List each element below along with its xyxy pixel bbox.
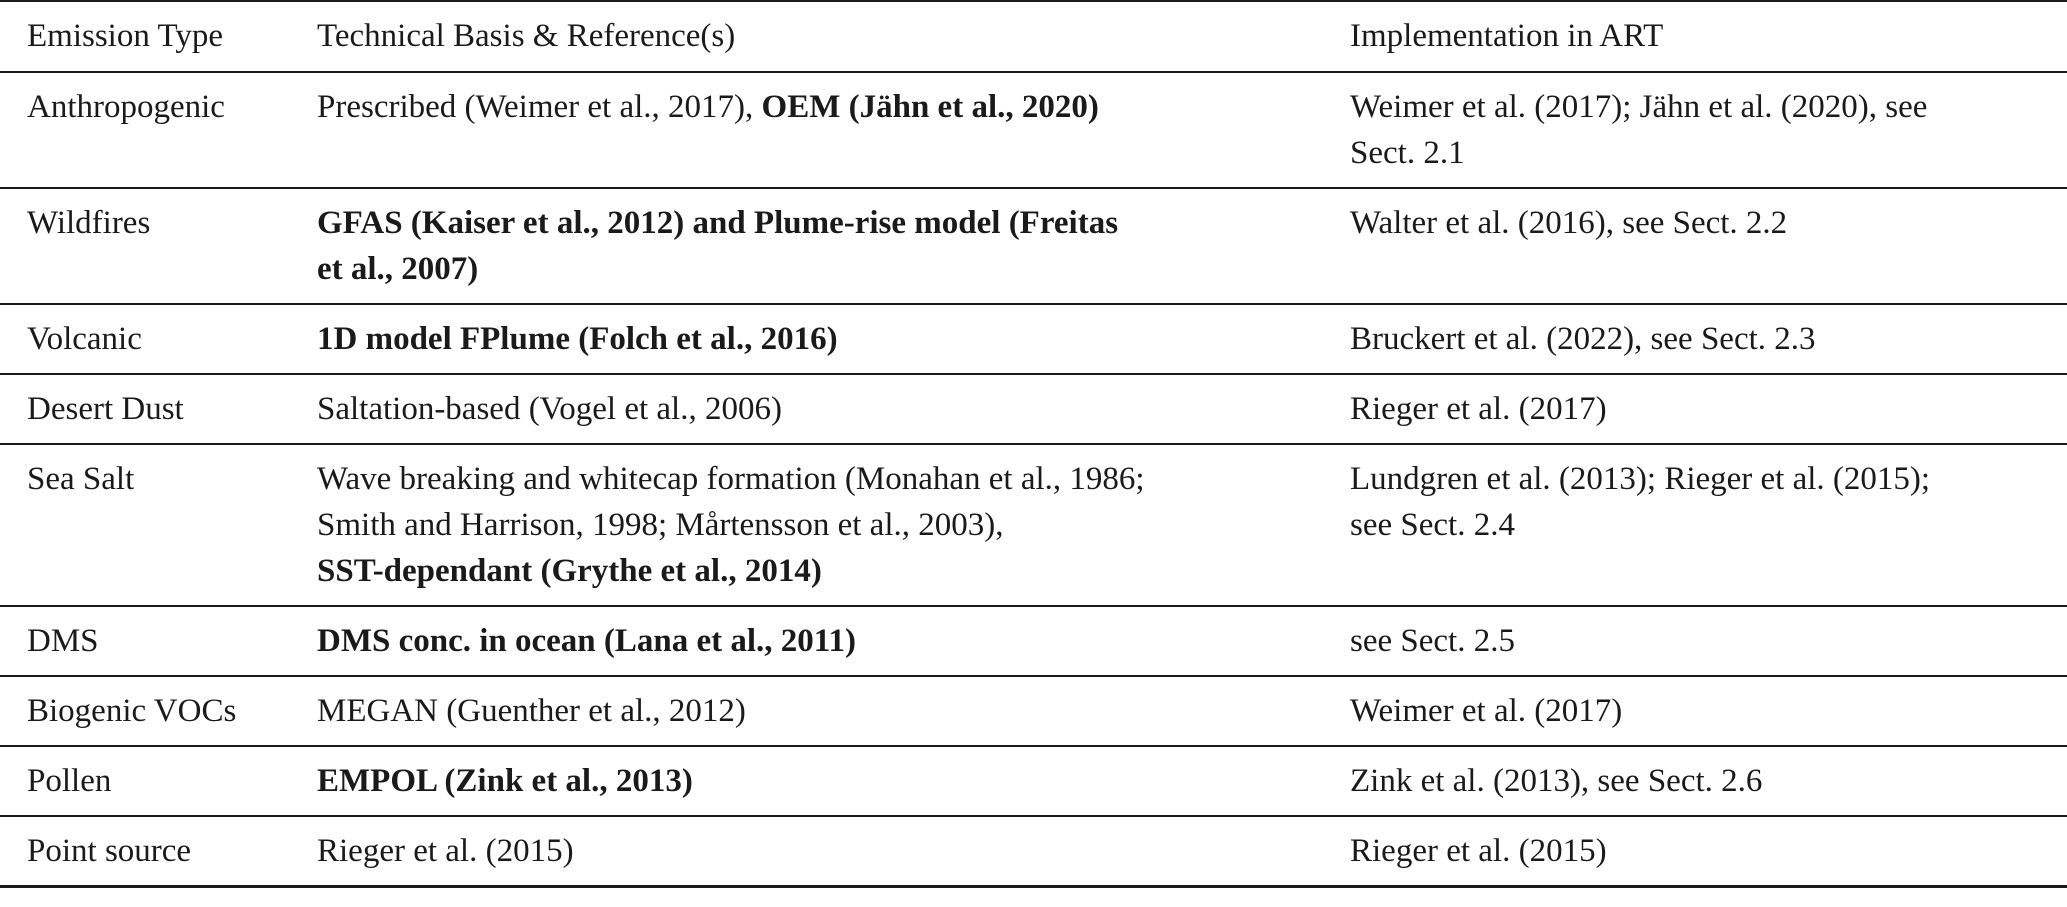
technical-basis-cell [290,444,1323,606]
basis-text: Wave breaking and whitecap formation (Monahan et al., 1986; [317,461,1145,497]
technical-basis-cell: Rieger et al. (2015) [317,833,574,869]
implementation-cell [1323,444,2067,606]
emission-type-cell: DMS [27,623,99,659]
basis-bold-text: EMPOL (Zink et al., 2013) [317,763,693,799]
technical-basis-cell: MEGAN (Guenther et al., 2012) [317,693,746,729]
basis-bold-text: OEM (Jähn et al., 2020) [761,89,1099,125]
basis-text: Prescribed (Weimer et al., 2017), [317,89,762,125]
table-header [0,1,2067,72]
header-emission-type: Emission Type [27,18,224,54]
table-row [0,746,2067,816]
implementation-cell: Walter et al. (2016), see Sect. 2.2 [1350,205,1788,241]
basis-bold-text: DMS conc. in ocean (Lana et al., 2011) [317,623,856,659]
emission-type-cell: Desert Dust [27,391,184,427]
table-row [0,72,2067,188]
technical-basis-cell [290,72,1323,188]
table-row [0,188,2067,304]
table-row [0,444,2067,606]
technical-basis-cell: Saltation-based (Vogel et al., 2006) [317,391,782,427]
emission-type-cell: Point source [27,833,192,869]
implementation-cell [1323,72,2067,188]
implementation-cell: see Sect. 2.5 [1350,623,1515,659]
emission-type-cell: Pollen [27,763,112,799]
technical-basis-cell [290,746,1323,816]
implementation-text: see Sect. 2.4 [1350,507,1515,543]
table-row [0,816,2067,887]
basis-bold-text: et al., 2007) [317,251,479,287]
basis-bold-text: GFAS (Kaiser et al., 2012) and Plume-rise model (Freitas [317,205,1119,241]
implementation-text: Sect. 2.1 [1350,135,1465,171]
implementation-cell: Bruckert et al. (2022), see Sect. 2.3 [1350,321,1816,357]
table-row [0,606,2067,676]
basis-text: Smith and Harrison, 1998; Mårtensson et al., 2003), [317,507,1004,543]
implementation-text: Lundgren et al. (2013); Rieger et al. (2015); [1350,461,1931,497]
emission-type-cell: Volcanic [27,321,142,357]
header-technical-basis: Technical Basis & Reference(s) [317,18,736,54]
implementation-cell: Zink et al. (2013), see Sect. 2.6 [1350,763,1763,799]
implementation-cell: Weimer et al. (2017) [1350,693,1623,729]
emission-type-cell: Biogenic VOCs [27,693,237,729]
table-row [0,676,2067,746]
table-body [0,72,2067,887]
technical-basis-cell [290,606,1323,676]
technical-basis-cell [290,304,1323,374]
basis-bold-text: SST-dependant (Grythe et al., 2014) [317,553,822,589]
implementation-text: Weimer et al. (2017); Jähn et al. (2020), see [1350,89,1928,125]
emission-type-cell: Sea Salt [27,461,135,497]
implementation-cell: Rieger et al. (2015) [1350,833,1607,869]
technical-basis-cell [290,188,1323,304]
table-row [0,304,2067,374]
table-row [0,374,2067,444]
emission-type-cell: Anthropogenic [27,89,225,125]
header-implementation: Implementation in ART [1350,18,1664,54]
basis-bold-text: 1D model FPlume (Folch et al., 2016) [317,321,838,357]
header-row [0,1,2067,72]
emission-type-cell: Wildfires [27,205,151,241]
implementation-cell: Rieger et al. (2017) [1350,391,1607,427]
